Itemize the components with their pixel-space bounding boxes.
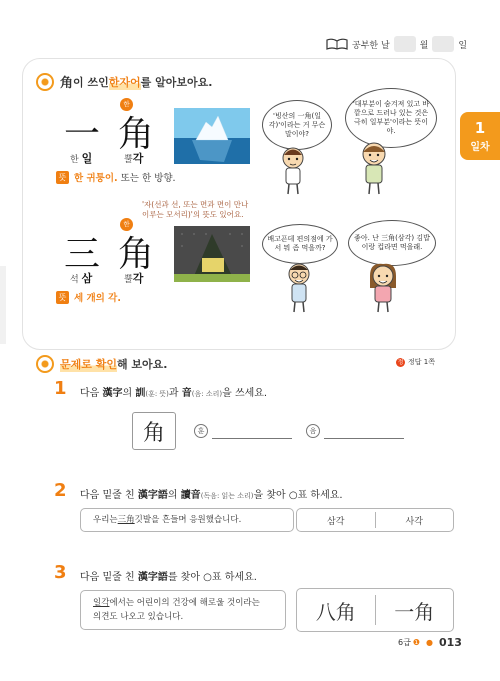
- girl-smiling-icon: [364, 262, 402, 314]
- question1-number: 1: [54, 378, 67, 399]
- day-label: 일차: [470, 142, 490, 153]
- grade-number-icon: ❶: [412, 638, 420, 647]
- question1-char-box: 角: [132, 412, 176, 450]
- question3-sentence-line2: 의견도 나오고 있습니다.: [93, 612, 184, 622]
- word1-char1: 一: [64, 114, 101, 155]
- section1-title-end: 를 알아보아요.: [140, 75, 213, 89]
- section1-char: 角: [60, 76, 74, 91]
- page-edge-strip: [0, 266, 6, 344]
- question2-choice-1[interactable]: 삼각: [327, 516, 345, 527]
- boy-character-icon: [276, 146, 310, 196]
- open-book-icon: [326, 38, 348, 50]
- question3-sentence: 일각에서는 어린이의 건강에 해로울 것이라는 의견도 나오고 있습니다.: [80, 590, 286, 630]
- section-bullet-icon: [36, 73, 54, 91]
- hun-answer-line[interactable]: [212, 438, 292, 439]
- section1-title-mid: 이 쓰인: [73, 75, 109, 89]
- speech-bubble-question2: 배고픈데 편의점에 가서 뭐 좀 먹을까?: [262, 224, 338, 264]
- day-number: 1: [474, 119, 486, 137]
- note-line1: '자(선과 선, 또는 면과 면이 만나: [142, 200, 249, 209]
- question2-choices: [296, 508, 454, 532]
- speech-bubble-answer2: 좋아. 난 三角(삼각) 김밥이랑 컵라면 먹을래.: [348, 220, 436, 266]
- question3-choices: [296, 588, 454, 632]
- word2-meaning-bold: 세 개의 각.: [74, 293, 121, 304]
- study-date-header: [326, 34, 467, 54]
- answer-page-label: 정답 1쪽: [408, 358, 435, 366]
- question3-choice-2[interactable]: 一角: [394, 599, 435, 624]
- word1-meaning: [56, 170, 176, 184]
- question3-text: 다음 밑줄 친 漢字語를 찾아 ○표 하세요.: [80, 572, 257, 583]
- section2-title-highlight: 문제로 확인: [60, 358, 117, 371]
- section2-title: [36, 355, 167, 373]
- answer-badge-icon: 정: [397, 358, 404, 366]
- extra-meaning-note: [142, 200, 248, 220]
- speech-bubble-question1: '빙산의 一角(일각)'이라는 거 무슨 말이야?: [262, 100, 332, 150]
- boy-with-glasses-icon: [282, 262, 316, 314]
- question2-text: 다음 밑줄 친 漢字語의 讀音(독음: 읽는 소리)을 찾아 ○표 하세요.: [80, 490, 343, 501]
- section1-title-highlight: 한자어: [108, 75, 141, 89]
- study-date-label: 공부한 날: [352, 40, 390, 51]
- question2-underlined-word: 三角: [117, 515, 135, 525]
- day-tab: [460, 112, 500, 160]
- meaning-tag: 뜻: [56, 171, 69, 184]
- question2-sentence: 우리는 三角 깃발을 흔들며 응원했습니다.: [80, 508, 294, 532]
- page-footer: 6급 ❶ ● 013: [398, 636, 462, 649]
- section1-title: [36, 72, 212, 91]
- word1-char2: 角: [118, 114, 155, 155]
- question3-choice-1[interactable]: 八角: [315, 599, 356, 624]
- day-label: 일: [458, 40, 468, 51]
- word2-char1: 三: [64, 234, 101, 275]
- day-input-box[interactable]: [432, 36, 454, 52]
- word1-meaning-rest: 또는 한 방향.: [120, 173, 176, 184]
- month-label: 월: [419, 40, 429, 51]
- meaning-tag-2: 뜻: [56, 291, 69, 304]
- word1-meaning-bold: 한 귀퉁이.: [74, 173, 118, 184]
- eum-circle-label: 음: [306, 424, 320, 438]
- word2-meaning: [56, 290, 124, 304]
- question1-text: 다음 漢字의 訓(훈: 뜻)과 音(음: 소리)을 쓰세요.: [80, 388, 268, 399]
- word1-reading1: 한 일: [70, 152, 93, 165]
- month-input-box[interactable]: [394, 36, 416, 52]
- page-number: 013: [438, 636, 462, 649]
- hun-circle-label: 훈: [194, 424, 208, 438]
- word2-reading2: 뿔각: [124, 272, 144, 285]
- question2-choice-2[interactable]: 사각: [405, 516, 423, 527]
- question3-number: 3: [54, 562, 67, 583]
- speech-bubble-answer1: '대부분이 숨겨져 있고 바깥으로 드러나 있는 것은 극히 일부분'이라는 뜻이야.: [345, 88, 437, 148]
- eum-answer-line[interactable]: [324, 438, 404, 439]
- hanja-level-badge: 한: [120, 98, 133, 111]
- grade-label: 6급: [398, 638, 411, 647]
- word2-char2: 角: [118, 234, 155, 275]
- iceberg-photo: [174, 108, 250, 164]
- section-bullet-icon-2: [36, 355, 54, 373]
- note-line2: 이루는 모서리)'의 뜻도 있어요.: [142, 210, 244, 219]
- answer-page-ref[interactable]: [396, 357, 435, 367]
- question3-underlined-word: 일각: [93, 598, 110, 608]
- section2-title-end: 해 보아요.: [116, 358, 168, 371]
- word1-reading2: 뿔각: [124, 152, 144, 165]
- question2-number: 2: [54, 480, 67, 501]
- girl-character-icon: [356, 140, 392, 196]
- word2-reading1: 석 삼: [70, 272, 93, 285]
- triangle-kimbap-photo: [174, 226, 250, 282]
- hanja-level-badge-2: 한: [120, 218, 133, 231]
